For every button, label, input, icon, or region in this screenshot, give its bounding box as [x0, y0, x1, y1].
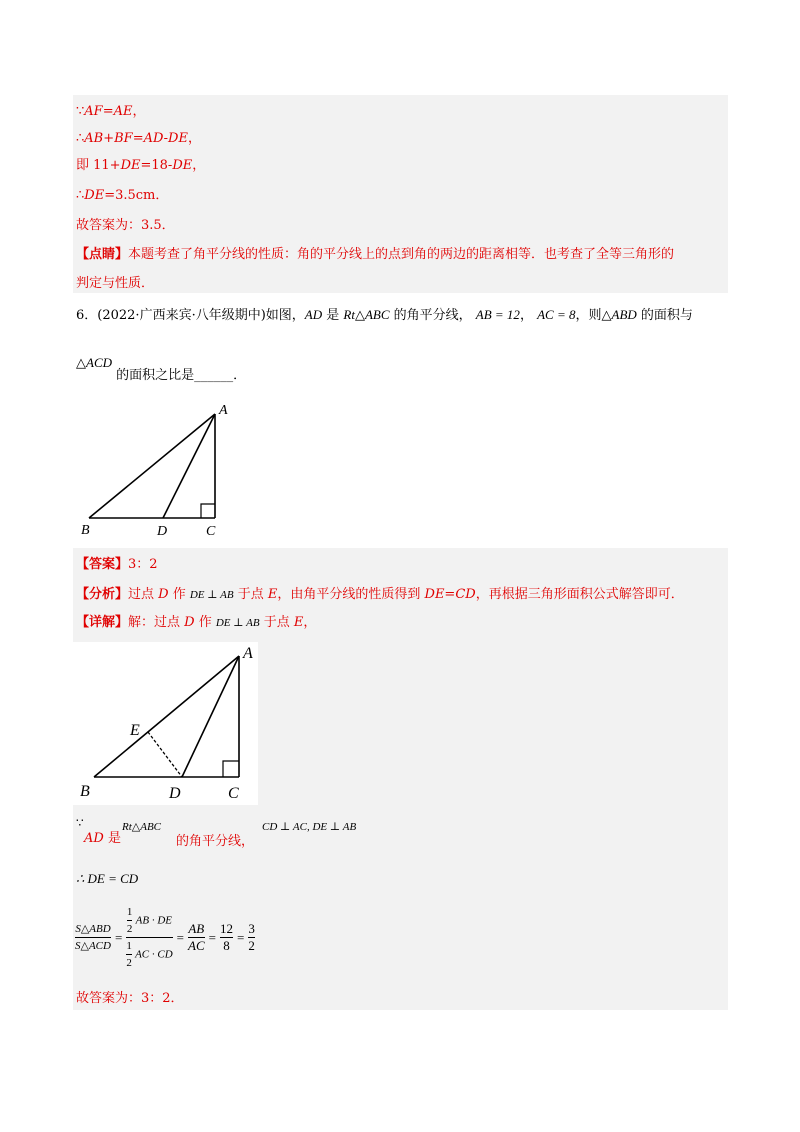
- label-d: D: [169, 785, 181, 802]
- bisector-text: 的角平分线，: [176, 834, 255, 849]
- question-6: 6．(2022·广西来宾·八年级期中)如图，AD 是 Rt△ABC 的角平分线， AB = 12， AC = 8，则△ABD 的面积与: [76, 307, 693, 323]
- solution-line-2: ∴AB+BF=AD-DE，: [76, 131, 201, 146]
- rt-triangle-label: Rt△ABC: [122, 821, 162, 833]
- solution-line-4: ∴DE=3.5cm．: [76, 188, 169, 203]
- triangle-figure-1: [75, 398, 240, 543]
- comment-line-1: 【点睛】本题考查了角平分线的性质：角的平分线上的点到角的两边的距离相等．也考查了全等三角形的: [76, 247, 675, 262]
- final-answer: 故答案为：3：2．: [76, 991, 184, 1006]
- ab-ac-fraction: $\frac{AB}{AC}$: [188, 921, 205, 953]
- comment-line-2: 判定与性质．: [76, 276, 155, 291]
- perpendicular-conditions: CD ⊥ AC, DE ⊥ AB: [262, 821, 357, 833]
- analysis-line: 【分析】过点 D 作 DE ⊥ AB 于点 E，由角平分线的性质得到 DE=CD，再根据三角形面积公式解答即可．: [76, 587, 684, 602]
- because-line: AD 是: [84, 831, 121, 846]
- label-a: A: [219, 403, 228, 418]
- question-6-continued: △ACD 的面积之比是______．: [76, 355, 247, 383]
- three-two-fraction: $\frac{3}{2}$: [248, 921, 255, 953]
- detail-line: 【详解】解：过点 D 作 DE ⊥ AB 于点 E，: [76, 615, 317, 630]
- because-symbol: ∵: [76, 816, 84, 830]
- label-c: C: [228, 785, 239, 802]
- half-area-fraction: $\frac{1}{2}$ AB · DE $\frac{1}{2}$ AC · CD: [126, 906, 173, 969]
- label-a: A: [243, 645, 253, 662]
- label-b: B: [80, 783, 90, 800]
- solution-line-1: ∵AF=AE，: [76, 104, 146, 119]
- triangle-figure-2: [73, 642, 258, 805]
- label-e: E: [130, 722, 140, 739]
- label-c: C: [206, 524, 216, 539]
- solution-line-3: 即 11+DE=18-DE，: [76, 158, 206, 173]
- area-ratio-equation: $\frac{\text{S△ABD}}{\text{S△ACD}}$ = $\frac{1}{2}$ AB · DE $\frac{1}{2}$ AC · CD = $\frac{AB}{AC}$ = $\frac{12}{8}$ = $\frac{3}{2}$: [75, 906, 255, 969]
- area-ratio-fraction: $\frac{\text{S△ABD}}{\text{S△ACD}}$: [75, 923, 111, 952]
- answer-line: 【答案】3：2: [76, 557, 158, 572]
- label-d: D: [157, 524, 168, 539]
- label-b: B: [81, 523, 90, 538]
- previous-answer: 故答案为：3.5．: [76, 218, 175, 233]
- therefore-line: ∴ DE = CD: [76, 871, 139, 886]
- twelve-eight-fraction: $\frac{12}{8}$: [219, 921, 233, 953]
